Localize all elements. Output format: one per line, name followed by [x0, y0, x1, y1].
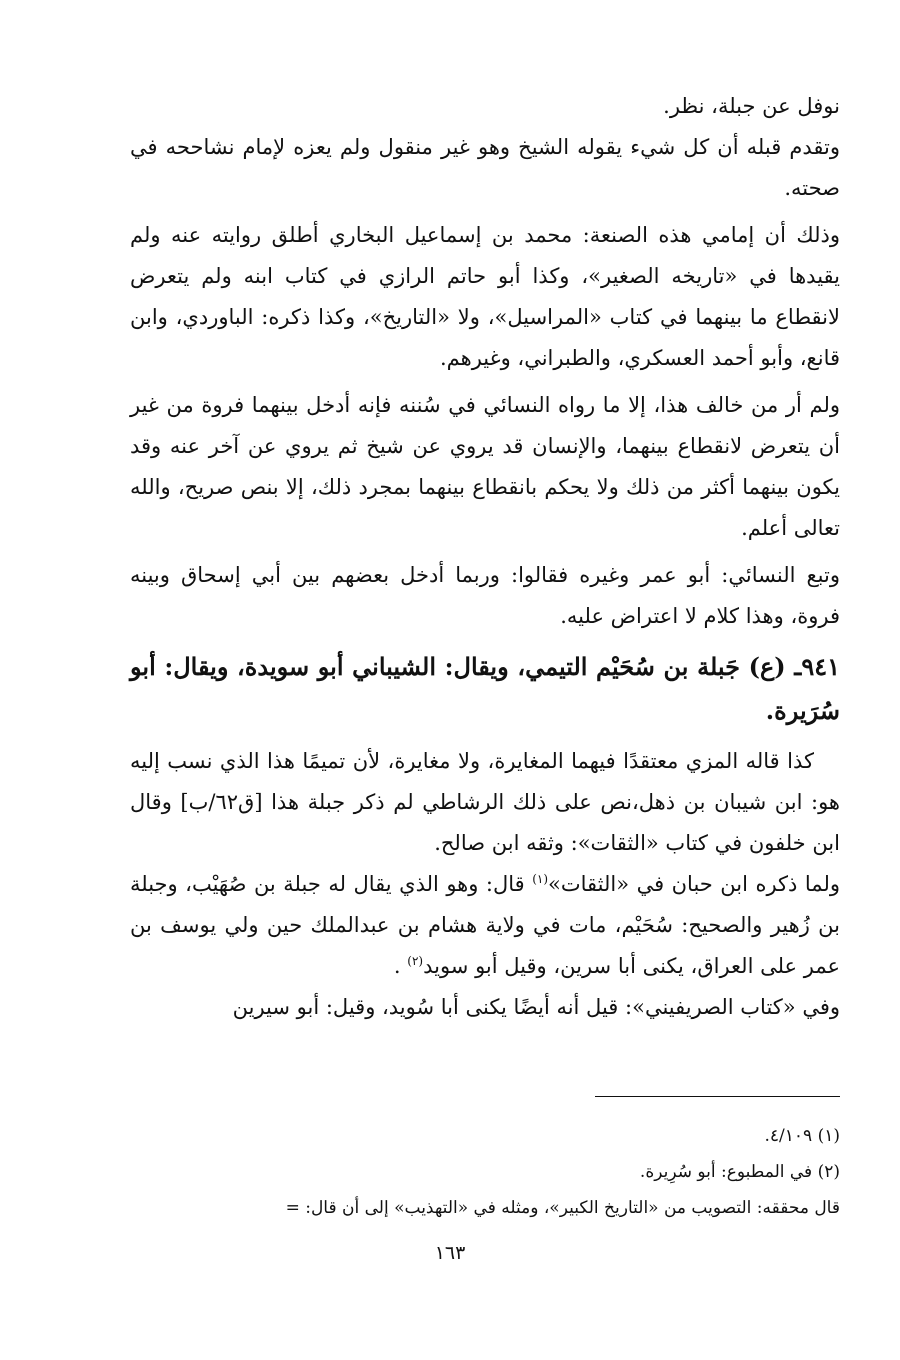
- paragraph-2: وتقدم قبله أن كل شيء يقوله الشيخ وهو غير منقول ولم يعزه لإمام نشاححه في صحته.: [130, 135, 840, 200]
- entry-paragraph-2: [130, 864, 840, 987]
- footnotes: [130, 1118, 840, 1226]
- footnote-2-continuation: قال محققه: التصويب من «التاريخ الكبير»، ومثله في «التهذيب» إلى أن قال: =: [285, 1198, 840, 1218]
- footnote-divider: [595, 1096, 840, 1097]
- entry-p2-before: ولما ذكره ابن حبان في «الثقات»: [548, 872, 840, 896]
- entry-heading: ٩٤١ـ (ع) جَبلة بن سُحَيْم التيمي، ويقال: الشيباني أبو سويدة، ويقال: أبو سُرَيرة.: [130, 652, 840, 725]
- entry-paragraph-1: كذا قاله المزي معتقدًا فيهما المغايرة، ولا مغايرة، لأن تميمًا هذا الذي نسب إليه هو: ابن شيبان بن ذهل،نص على ذلك الرشاطي لم ذكر جبلة هذا [ق٦٢/ب] وقال ابن خلفون في كتاب «الثقات»: وثقه ابن صالح.: [130, 749, 840, 855]
- paragraph-1: نوفل عن جبلة، نظر.: [663, 94, 840, 118]
- entry-p2-middle: قال: وهو الذي يقال له جبلة بن صُهَيْب، وجبلة بن زُهير والصحيح: سُحَيْم، مات في ولاية هشام بن عبدالملك حين ولي يوسف بن عمر على العراق، يكنى أبا سرين، وقيل أبو سويد: [130, 872, 840, 978]
- entry-p2-after: .: [393, 954, 408, 978]
- paragraph-4: ولم أر من خالف هذا، إلا ما رواه النسائي في سُننه فإنه أدخل بينهما فروة من غير أن يتعرض لانقطاع بينهما، والإنسان قد يروي عن شيخ ثم يروي عن آخر عنه وقد يكون بينهما أكثر من ذلك ولا يحكم بانقطاع بينهما بمجرد ذلك، إلا بنص صريح، والله تعالى أعلم.: [130, 393, 840, 540]
- paragraph-5: وتبع النسائي: أبو عمر وغيره فقالوا: وربما أدخل بعضهم بين أبي إسحاق وبينه فروة، وهذا كلام لا اعتراض عليه.: [130, 563, 840, 628]
- paragraph-3: وذلك أن إمامي هذه الصنعة: محمد بن إسماعيل البخاري أطلق روايته عنه ولم يقيدها في «تاريخه الصغير»، وكذا أبو حاتم الرازي في كتاب ابنه ولم يتعرض لانقطاع ما بينهما في كتاب «المراسيل»، ولا «التاريخ»، وكذا ذكره: الباوردي، وابن قانع، وأبو أحمد العسكري، والطبراني، وغيرهم.: [130, 223, 840, 370]
- footnote-ref-2: (٢): [407, 954, 424, 968]
- footnote-1: (١) ٤/١٠٩.: [764, 1126, 840, 1146]
- footnote-2: (٢) في المطبوع: أبو سُرِيرة.: [639, 1162, 840, 1182]
- main-text: [130, 86, 840, 1028]
- page-number: ١٦٣: [434, 1242, 466, 1264]
- entry-paragraph-3: وفي «كتاب الصريفيني»: قيل أنه أيضًا يكنى أبا سُويد، وقيل: أبو سيرين: [232, 995, 840, 1019]
- footnote-ref-1: (١): [532, 872, 549, 886]
